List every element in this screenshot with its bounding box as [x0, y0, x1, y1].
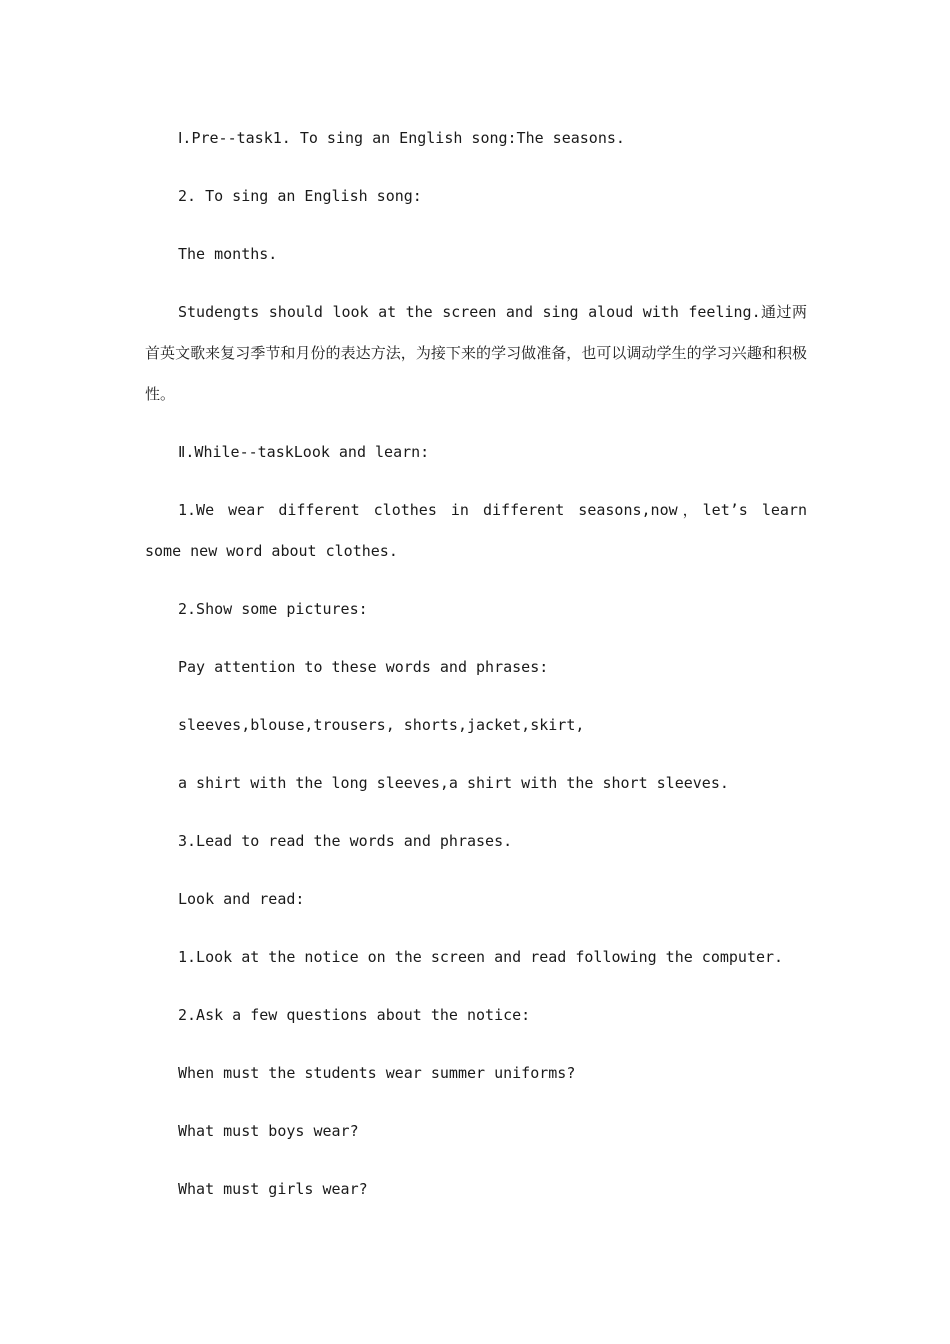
paragraph-clothes-intro: 1.We wear different clothes in different seasons,now，let’s learn some new word about clothes.	[145, 501, 807, 560]
paragraph-ask-questions: 2.Ask a few questions about the notice:	[178, 1006, 531, 1024]
document-page	[145, 118, 807, 1210]
paragraph-while-task-heading: Ⅱ.While--taskLook and learn:	[178, 443, 430, 461]
paragraph-show-pictures: 2.Show some pictures:	[178, 600, 368, 618]
question-summer-uniforms: When must the students wear summer uniforms?	[178, 1064, 576, 1082]
paragraph-pay-attention: Pay attention to these words and phrases:	[178, 658, 549, 676]
question-boys-wear: What must boys wear?	[178, 1122, 359, 1140]
paragraph-pre-task-song-seasons: Ⅰ.Pre--task1. To sing an English song:The seasons.	[178, 129, 625, 147]
paragraph-sleeve-phrases: a shirt with the long sleeves,a shirt with the short sleeves.	[178, 774, 729, 792]
paragraph-vocabulary-list: sleeves,blouse,trousers, shorts,jacket,skirt,	[178, 716, 585, 734]
paragraph-lead-to-read: 3.Lead to read the words and phrases.	[178, 832, 513, 850]
paragraph-song-months-intro: 2. To sing an English song:	[178, 187, 422, 205]
paragraph-sing-aloud-note: Studengts should look at the screen and sing aloud with feeling.通过两首英文歌来复习季节和月份的表达方法，为接下来的学习做准备，也可以调动学生的学习兴趣和积极性。	[145, 303, 807, 403]
question-girls-wear: What must girls wear?	[178, 1180, 368, 1198]
paragraph-look-and-read-heading: Look and read:	[178, 890, 305, 908]
paragraph-the-months: The months.	[178, 245, 278, 263]
paragraph-read-notice: 1.Look at the notice on the screen and read following the computer.	[178, 948, 784, 966]
